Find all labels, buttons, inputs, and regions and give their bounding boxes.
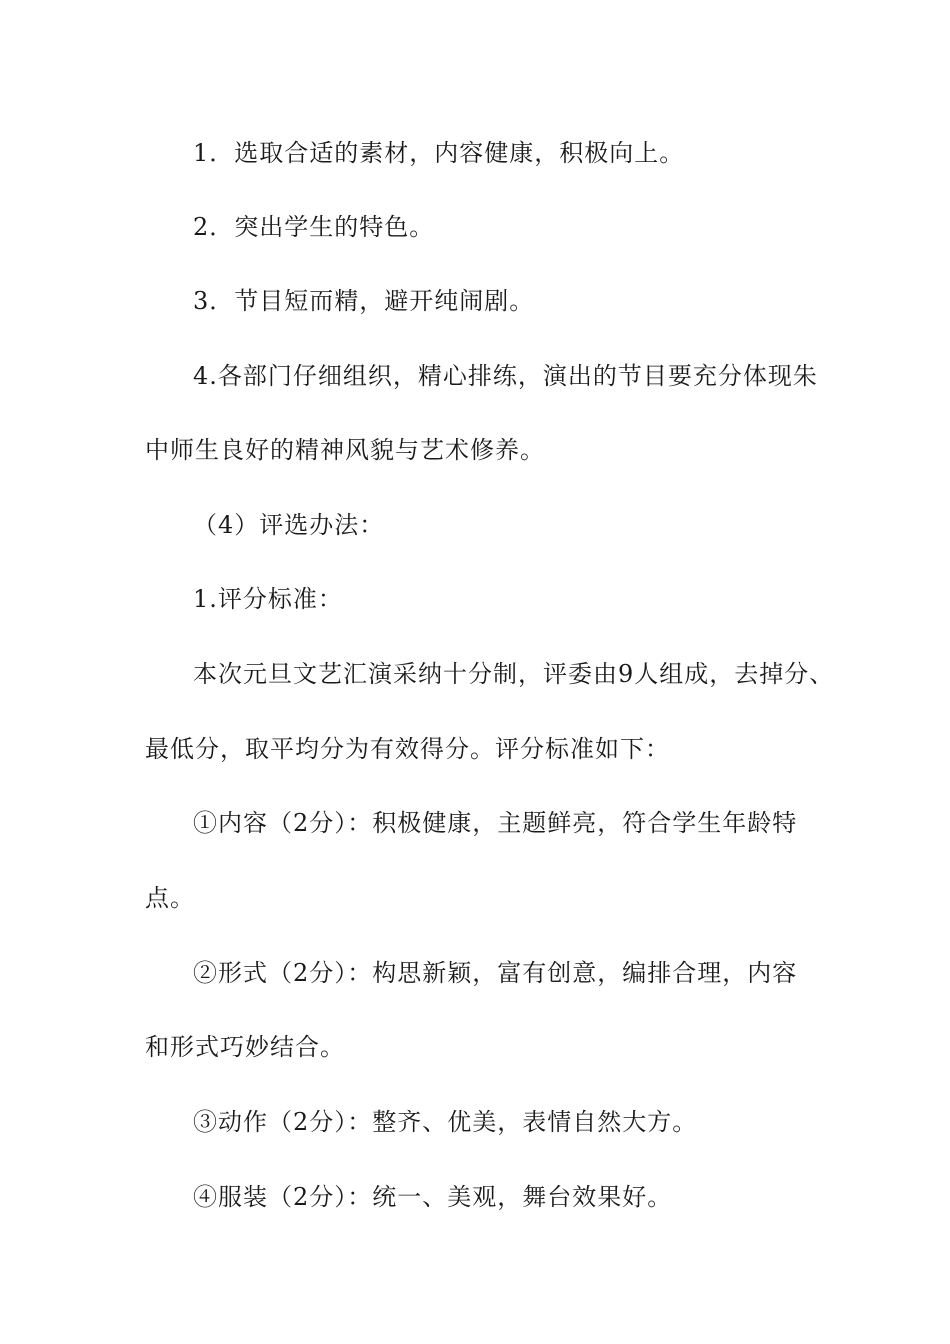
paragraph-criterion-2: 2．突出学生的特色。 [193,213,435,241]
paragraph-criterion-3: 3．节目短而精，避开纯闹剧。 [193,287,535,315]
item-movement: ③动作（2分）：整齐、优美，表情自然大方。 [193,1108,698,1136]
item-costume: ④服装（2分）：统一、美观，舞台效果好。 [193,1183,673,1211]
paragraph-criterion-4-line-1: 4.各部门仔细组织，精心排练，演出的节目要充分体现朱 [193,362,818,390]
subheading-scoring-standard: 1.评分标准： [193,585,343,613]
item-form-line-1: ②形式（2分）：构思新颖，富有创意，编排合理，内容 [193,959,798,987]
section-heading-selection-method: （4）评选办法： [193,511,385,539]
item-content-line-2: 点。 [145,884,195,912]
paragraph-scoring-line-2: 最低分，取平均分为有效得分。评分标准如下： [145,735,670,763]
item-form-line-2: 和形式巧妙结合。 [145,1033,345,1061]
paragraph-criterion-4-line-2: 中师生良好的精神风貌与艺术修养。 [145,436,545,464]
paragraph-criterion-1: 1．选取合适的素材，内容健康，积极向上。 [193,139,685,167]
paragraph-scoring-line-1: 本次元旦文艺汇演采纳十分制，评委由9人组成，去掉分、 [193,660,835,688]
item-content-line-1: ①内容（2分）：积极健康，主题鲜亮，符合学生年龄特 [193,809,798,837]
